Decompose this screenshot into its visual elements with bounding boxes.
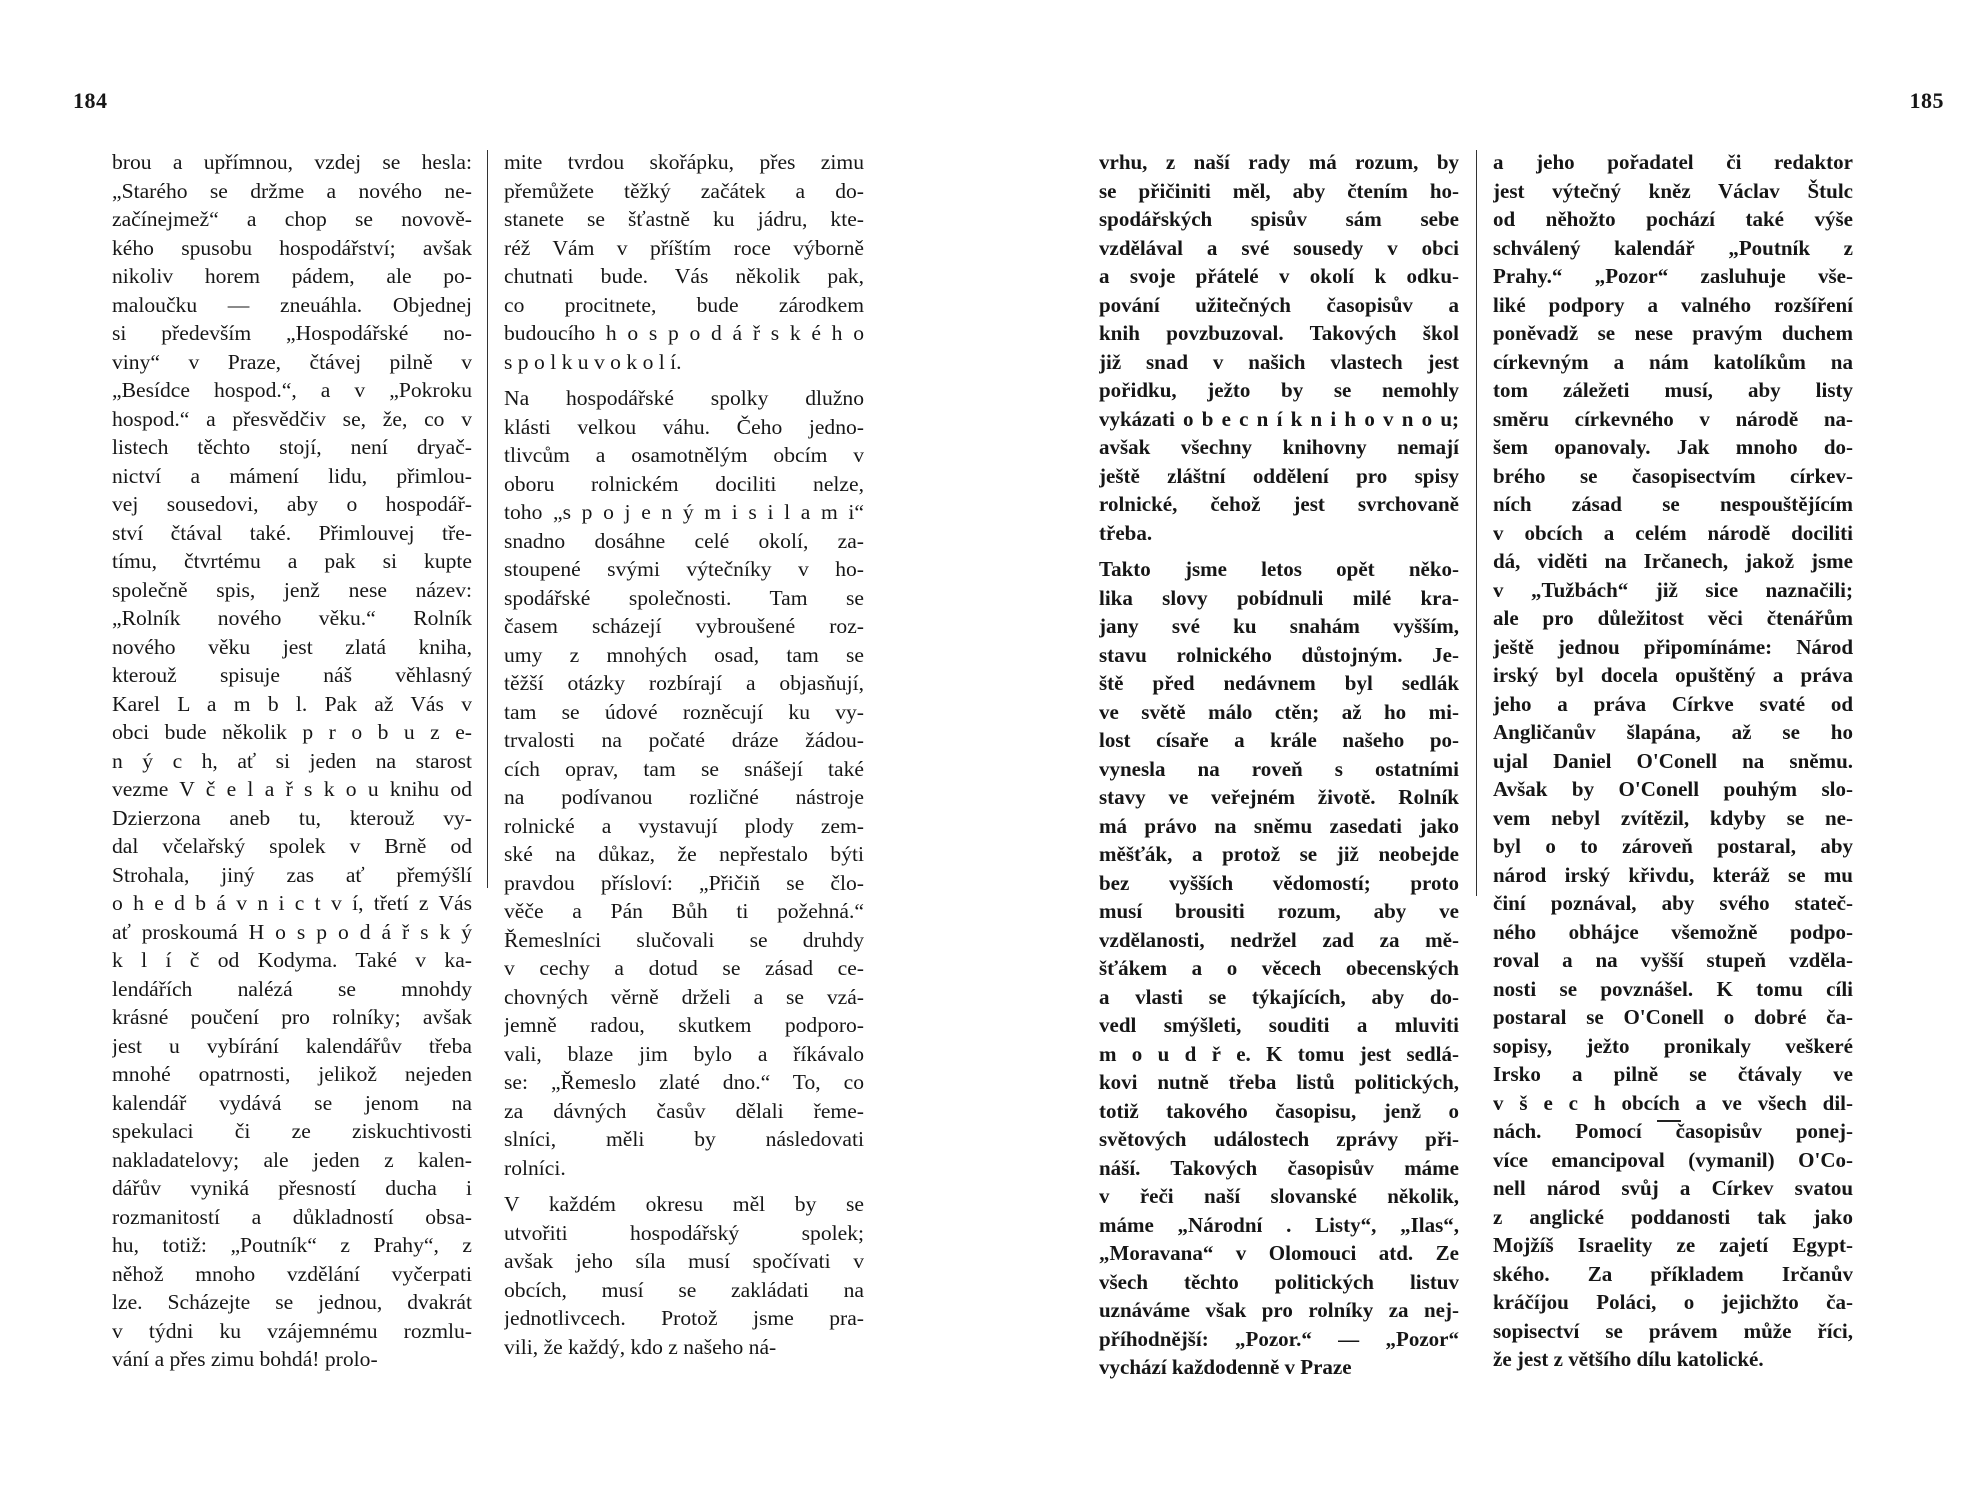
text-line: kráčíjou Poláci, o jejichžto ča- bbox=[1493, 1290, 1853, 1314]
text-line: Angličanův šlapána, až se ho bbox=[1493, 720, 1853, 744]
text-line: a svoje přátelé v okolí k odku- bbox=[1099, 264, 1459, 288]
text-line: Mojžíš Israelity ze zajetí Egypt- bbox=[1493, 1233, 1853, 1257]
text-line: réž Vám v příštím roce výborně bbox=[504, 235, 864, 260]
text-line: tom záležeti musí, aby listy bbox=[1493, 378, 1853, 402]
text-line: umy z mnohých osad, tam se bbox=[504, 642, 864, 667]
text-line: stavu rolnického důstojným. Je- bbox=[1099, 642, 1459, 667]
text-line: v „Tužbách“ již sice naznačili; bbox=[1493, 577, 1853, 602]
text-line: vedl smýšleti, souditi a mluviti bbox=[1099, 1013, 1459, 1037]
text-line: jeho a práva Církve svaté od bbox=[1493, 691, 1853, 716]
text-line: ujal Daniel O'Conell na sněmu. bbox=[1493, 748, 1853, 773]
text-line: roval a na vyšší stupeň vzděla- bbox=[1493, 948, 1853, 972]
text-line: kého spusobu hospodářství; avšak bbox=[112, 235, 472, 260]
text-line: vali, blaze jim bylo a říkávalo bbox=[504, 1041, 864, 1066]
text-line: cích oprav, tam se snášejí také bbox=[504, 756, 864, 781]
text-line: uznáváme však pro rolníky za nej- bbox=[1099, 1298, 1459, 1322]
text-line: věče a Pán Bůh ti požehná.“ bbox=[504, 899, 864, 923]
text-line: spodářské společnosti. Tam se bbox=[504, 585, 864, 610]
text-line: směru církevného v národě na- bbox=[1493, 406, 1853, 431]
text-line: slníci, měli by následovati bbox=[504, 1127, 864, 1151]
text-line: bez vyšších vědomostí; proto bbox=[1099, 870, 1459, 895]
text-line: nakladatelovy; ale jeden z kalen- bbox=[112, 1147, 472, 1172]
text-line: liké podpory a valného rozšíření bbox=[1493, 292, 1853, 317]
text-line: vychází každodenně v Praze bbox=[1099, 1355, 1352, 1379]
text-line: národ irský křivdu, kteráž se mu bbox=[1493, 862, 1853, 887]
text-line: za dávných časův dělali řeme- bbox=[504, 1098, 864, 1123]
text-line: mnohé opatrnosti, jelikož nejeden bbox=[112, 1062, 472, 1086]
text-line: se: „Řemeslo zlaté dno.“ To, co bbox=[504, 1070, 864, 1094]
text-line: dářův vyniká přesností ducha i bbox=[112, 1176, 472, 1200]
text-line: měšťák, a protož se již neobejde bbox=[1099, 842, 1459, 866]
text-line: nosti se povznášel. K tomu cíli bbox=[1493, 976, 1853, 1001]
text-line: budoucího h o s p o d á ř s k é h o bbox=[504, 321, 864, 345]
text-line: tímu, čtvrtému a pak si kupte bbox=[112, 549, 472, 573]
text-line: irský byl docela opuštěný a práva bbox=[1493, 663, 1853, 687]
text-line: vrhu, z naší rady má rozum, by bbox=[1099, 150, 1459, 174]
text-line: V každém okresu měl by se bbox=[504, 1192, 864, 1216]
text-line: pování užitečných časopisův a bbox=[1099, 292, 1459, 317]
text-line: schválený kalendář „Poutník z bbox=[1493, 235, 1853, 260]
text-line: brou a upřímnou, vzdej se hesla: bbox=[112, 150, 472, 174]
text-line: mite tvrdou skořápku, přes zimu bbox=[504, 150, 864, 174]
text-line: přemůžete těžký začátek a do- bbox=[504, 178, 864, 203]
text-line: Irsko a pilně se čtávaly ve bbox=[1493, 1062, 1853, 1086]
text-line: Avšak by O'Conell pouhým slo- bbox=[1493, 777, 1853, 801]
text-line: vem nebyl zvítězil, kdyby se ne- bbox=[1493, 805, 1853, 830]
text-line: tlivcům a osamotnělým obcím v bbox=[504, 443, 864, 467]
text-line: šťákem a o věcech obecenských bbox=[1099, 956, 1459, 980]
text-line: vykázati o b e c n í k n i h o v n o u; bbox=[1099, 406, 1459, 431]
text-line: všech těchto politických listuv bbox=[1099, 1269, 1459, 1294]
text-line: ště před nedávnem byl sedlák bbox=[1099, 671, 1459, 695]
text-line: jest výtečný kněz Václav Štulc bbox=[1493, 178, 1853, 203]
text-line: Karel L a m b l. Pak až Vás v bbox=[112, 691, 472, 716]
text-line: jednotlivcech. Protož jsme pra- bbox=[504, 1306, 864, 1330]
text-line: vynesla na roveň s ostatními bbox=[1099, 756, 1459, 781]
text-line: kterouž spisuje náš věhlasný bbox=[112, 663, 472, 687]
text-line: hu, totiž: „Poutník“ z Prahy“, z bbox=[112, 1233, 472, 1257]
text-line: stoupené svými výtečníky v ho- bbox=[504, 557, 864, 581]
text-line: ve světě málo ctěn; až ho mi- bbox=[1099, 699, 1459, 724]
text-line: ství čtával také. Přimlouvej tře- bbox=[112, 520, 472, 545]
end-rule bbox=[1657, 1120, 1681, 1122]
text-line: totiž takového časopisu, jenž o bbox=[1099, 1098, 1459, 1123]
text-line: krásné poučení pro rolníky; avšak bbox=[112, 1005, 472, 1029]
text-line: vej sousedovi, aby o hospodář- bbox=[112, 492, 472, 516]
column-divider-left bbox=[487, 150, 488, 888]
text-line: vzdělával a své sousedy v obci bbox=[1099, 235, 1459, 260]
text-line: ného obhájce všemožně podpo- bbox=[1493, 919, 1853, 944]
text-line: dal včelařský spolek v Brně od bbox=[112, 834, 472, 858]
text-line: oboru rolnickém dociliti nelze, bbox=[504, 471, 864, 496]
text-line: třeba. bbox=[1099, 520, 1153, 545]
text-line: se přičiniti měl, aby čtením ho- bbox=[1099, 178, 1459, 203]
text-line: rolnické a vystavují plody zem- bbox=[504, 813, 864, 838]
text-line: „Besídce hospod.“, a v „Pokroku bbox=[112, 378, 472, 402]
text-line: s p o l k u v o k o l í. bbox=[504, 349, 682, 374]
text-line: ještě jednou připomínáme: Národ bbox=[1493, 634, 1853, 659]
text-line: ať proskoumá H o s p o d á ř s k ý bbox=[112, 919, 472, 944]
text-line: listech těchto stojí, není dryač- bbox=[112, 435, 472, 459]
text-line: od něhožto pochází také výše bbox=[1493, 207, 1853, 231]
text-line: byl o to zároveň postaral, aby bbox=[1493, 834, 1853, 858]
text-line: brého se časopisectvím církev- bbox=[1493, 463, 1853, 488]
text-line: trvalosti na počaté dráze žádou- bbox=[504, 728, 864, 752]
text-line: co procitnete, bude zárodkem bbox=[504, 292, 864, 317]
text-line: postaral se O'Conell o dobré ča- bbox=[1493, 1005, 1853, 1029]
text-line: Takto jsme letos opět něko- bbox=[1099, 557, 1459, 581]
text-line: nictví a mámení lidu, přimlou- bbox=[112, 463, 472, 488]
text-line: v š e c h obcích a ve všech dil- bbox=[1493, 1090, 1853, 1115]
text-line: již snad v našich vlastech jest bbox=[1099, 349, 1459, 374]
text-line: v obcích a celém národě dociliti bbox=[1493, 520, 1853, 545]
text-line: Prahy.“ „Pozor“ zasluhuje vše- bbox=[1493, 264, 1853, 288]
text-line: začínejmež“ a chop se novově- bbox=[112, 207, 472, 231]
text-line: „Moravana“ v Olomouci atd. Ze bbox=[1099, 1241, 1459, 1265]
text-line: „Rolník nového věku.“ Rolník bbox=[112, 606, 472, 630]
text-line: lze. Scházejte se jednou, dvakrát bbox=[112, 1290, 472, 1314]
text-line: kovi nutně třeba listů politických, bbox=[1099, 1070, 1459, 1094]
text-line: ského. Za příkladem Irčanův bbox=[1493, 1261, 1853, 1286]
text-line: m o u d ř e. K tomu jest sedlá- bbox=[1099, 1041, 1459, 1066]
text-line: že jest z většího dílu katolické. bbox=[1493, 1347, 1764, 1371]
text-line: církevným a nám katolíkům na bbox=[1493, 349, 1853, 374]
text-line: něhož mnoho vzdělání vyčerpati bbox=[112, 1261, 472, 1286]
column-2 bbox=[504, 148, 864, 1361]
text-line: lika slovy pobídnuli milé kra- bbox=[1099, 585, 1459, 610]
text-line: dá, viděti na Irčanech, jakož jsme bbox=[1493, 549, 1853, 573]
text-line: nového věku jest zlatá kniha, bbox=[112, 634, 472, 659]
text-line: vání a přes zimu bohdá! prolo- bbox=[112, 1347, 378, 1371]
text-line: rozmanitostí a důkladností obsa- bbox=[112, 1204, 472, 1229]
text-line: činí poznával, aby svého stateč- bbox=[1493, 891, 1853, 915]
text-line: máme „Národní . Listy“, „Ilas“, bbox=[1099, 1212, 1459, 1237]
text-line: avšak jeho síla musí spočívati v bbox=[504, 1249, 864, 1273]
text-line: chovných věrně drželi a se vzá- bbox=[504, 984, 864, 1009]
text-line: příhodnější: „Pozor.“ — „Pozor“ bbox=[1099, 1326, 1459, 1351]
text-line: náší. Takových časopisův máme bbox=[1099, 1155, 1459, 1180]
text-line: rolnické, čehož jest svrchovaně bbox=[1099, 492, 1459, 516]
text-line: utvořiti hospodářský spolek; bbox=[504, 1220, 864, 1245]
text-line: kalendář vydává se jenom na bbox=[112, 1090, 472, 1115]
text-line: na podívanou rozličné nástroje bbox=[504, 785, 864, 809]
text-line: v cechy a dotud se zásad ce- bbox=[504, 956, 864, 980]
text-line: a vlasti se týkajících, aby do- bbox=[1099, 984, 1459, 1009]
text-line: pořidku, ježto by se nemohly bbox=[1099, 378, 1459, 402]
text-line: sopisy, ježto pronikaly veškeré bbox=[1493, 1033, 1853, 1058]
text-line: obcích, musí se zakládati na bbox=[504, 1277, 864, 1302]
text-line: snadno dosáhne celé okolí, za- bbox=[504, 528, 864, 553]
text-line: rolníci. bbox=[504, 1155, 566, 1180]
text-line: více emancipoval (vymanil) O'Co- bbox=[1493, 1147, 1853, 1172]
text-line: lendářích nalézá se mnohdy bbox=[112, 976, 472, 1001]
text-line: sopisectví se právem může říci, bbox=[1493, 1318, 1853, 1343]
right-page bbox=[981, 0, 1962, 1500]
text-line: vzdělanosti, nedržel zad za mě- bbox=[1099, 927, 1459, 952]
page-number-right: 185 bbox=[1909, 88, 1944, 113]
text-line: avšak všechny knihovny nemají bbox=[1099, 435, 1459, 459]
text-line: z anglické poddanosti tak jako bbox=[1493, 1204, 1853, 1229]
text-line: v týdni ku vzájemnému rozmlu- bbox=[112, 1318, 472, 1343]
text-line: k l í č od Kodyma. Také v ka- bbox=[112, 948, 472, 972]
text-line: nell národ svůj a Církev svatou bbox=[1493, 1176, 1853, 1200]
column-divider-right bbox=[1476, 150, 1477, 896]
text-line: tam se údové rozněcují ku vy- bbox=[504, 699, 864, 724]
text-line: chutnati bude. Vás několik pak, bbox=[504, 264, 864, 288]
text-line: o h e d b á v n i c t v í, třetí z Vás bbox=[112, 891, 472, 915]
text-line: nikoliv horem pádem, ale po- bbox=[112, 264, 472, 288]
text-line: „Starého se držme a nového ne- bbox=[112, 178, 472, 203]
text-line: nách. Pomocí časopisův ponej- bbox=[1493, 1119, 1853, 1143]
text-line: si především „Hospodářské no- bbox=[112, 321, 472, 345]
text-line: Dzierzona aneb tu, kterouž vy- bbox=[112, 805, 472, 830]
text-line: těžší otázky rozbírají a objasňují, bbox=[504, 671, 864, 695]
text-line: toho „s p o j e n ý m i s i l a m i“ bbox=[504, 500, 864, 524]
text-line: viny“ v Praze, čtávej pilně v bbox=[112, 349, 472, 374]
text-line: lost císaře a krále našeho po- bbox=[1099, 728, 1459, 752]
text-line: pravdou přísloví: „Přičiň se člo- bbox=[504, 870, 864, 895]
text-line: vezme V č e l a ř s k o u knihu od bbox=[112, 777, 472, 801]
text-line: vili, že každý, kdo z našeho ná- bbox=[504, 1334, 777, 1359]
column-3 bbox=[1099, 148, 1459, 1382]
text-line: šem opanovaly. Jak mnoho do- bbox=[1493, 435, 1853, 459]
text-line: časem scházejí vybroušené roz- bbox=[504, 614, 864, 638]
text-line: spekulaci či ze ziskuchtivosti bbox=[112, 1119, 472, 1143]
text-line: jemně radou, skutkem podporo- bbox=[504, 1013, 864, 1037]
text-line: ještě zláštní oddělení pro spisy bbox=[1099, 463, 1459, 488]
text-line: Na hospodářské spolky dlužno bbox=[504, 386, 864, 410]
text-line: a jeho pořadatel či redaktor bbox=[1493, 150, 1853, 174]
text-line: stavy ve veřejném životě. Rolník bbox=[1099, 785, 1459, 809]
text-line: ské na důkaz, že nepřestalo býti bbox=[504, 842, 864, 866]
column-4 bbox=[1493, 148, 1853, 1374]
text-line: ale pro důležitost věci čtenářům bbox=[1493, 606, 1853, 630]
text-line: spodářských spisův sám sebe bbox=[1099, 207, 1459, 231]
text-line: v řeči naší slovanské několik, bbox=[1099, 1184, 1459, 1208]
text-line: má právo na sněmu zasedati jako bbox=[1099, 813, 1459, 838]
text-line: jest u vybírání kalendářův třeba bbox=[112, 1033, 472, 1058]
text-line: maloučku — zneuáhla. Objednej bbox=[112, 292, 472, 317]
text-line: Strohala, jiný zas ať přemýšlí bbox=[112, 862, 472, 887]
text-line: světových událostech zprávy při- bbox=[1099, 1127, 1459, 1151]
text-line: hospod.“ a přesvědčiv se, že, co v bbox=[112, 406, 472, 431]
text-line: musí brousiti rozum, aby ve bbox=[1099, 899, 1459, 923]
text-line: stanete se šťastně ku jádru, kte- bbox=[504, 207, 864, 231]
column-1 bbox=[112, 148, 472, 1374]
text-line: Řemeslníci slučovali se druhdy bbox=[504, 927, 864, 952]
page-number-left: 184 bbox=[73, 88, 108, 113]
text-line: ních zásad se nespouštějícím bbox=[1493, 492, 1853, 516]
text-line: klásti velkou váhu. Čeho jedno- bbox=[504, 414, 864, 439]
text-line: jany své ku snahám vyšším, bbox=[1099, 614, 1459, 638]
text-line: poněvadž se nese pravým duchem bbox=[1493, 321, 1853, 345]
text-line: knih povzbuzoval. Takových škol bbox=[1099, 321, 1459, 345]
text-line: n ý c h, ať si jeden na starost bbox=[112, 748, 472, 773]
text-line: obci bude několik p r o b u z e- bbox=[112, 720, 472, 744]
text-line: společně spis, jenž nese název: bbox=[112, 577, 472, 602]
